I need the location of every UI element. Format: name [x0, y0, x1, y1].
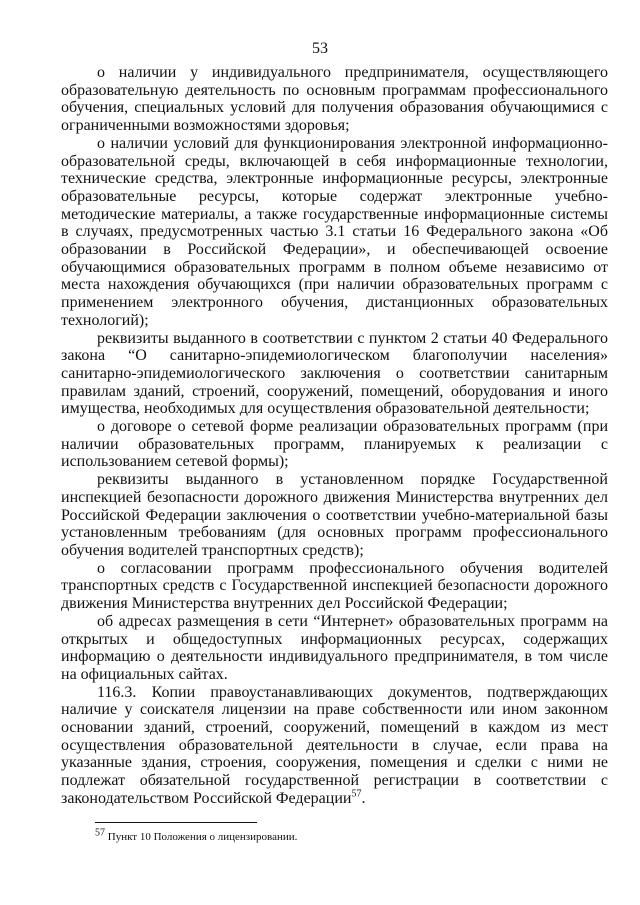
footnote [95, 827, 595, 844]
paragraph-electronic-environment: о наличии условий для функционирования электронной информационно-образовательной среды, включающей в себя информационные технологии, технические средства, электронные информационные ресурсы, электронные образовательные ресурсы, которые содержат электронные учебно-методические материалы, а также государственные информационные системы в случаях, предусмотренных частью 3.1 статьи 16 Федерального закона «Об образовании в Российской Федерации», и обеспечивающей освоение обучающимися образовательных программ в полном объеме независимо от места нахождения обучающихся (при наличии образовательных программ с применением электронного обучения, дистанционных образовательных технологий); [61, 134, 608, 329]
section-116-3-end: . [361, 789, 366, 807]
paragraph-116-3 [61, 684, 608, 808]
section-116-3-text: 116.3. Копии правоустанавливающих документов, подтверждающих наличие у соискателя лицензии на праве собственности или ином законном основании зданий, строений, сооружений, помещений в каждом из мест осуществления образовательной деятельности в случае, если права на указанные здания, строения, сооружения, помещения и сделки с ними не подлежат обязательной государственной регистрации в соответствии с законодательством Российской Федерации [61, 683, 608, 807]
paragraph-network-form: о договоре о сетевой форме реализации образовательных программ (при наличии образовательных программ, планируемых к реализации с использованием сетевой формы); [61, 418, 608, 471]
body-text [61, 64, 608, 808]
footnote-reference[interactable]: 57 [351, 788, 362, 800]
paragraph-traffic-inspection: реквизиты выданного в установленном порядке Государственной инспекцией безопасности дорожного движения Министерства внутренних дел Российской Федерации заключения о соответствии учебно-материальной базы установленным требованиям (для основных программ профессионального обучения водителей транспортных средств); [61, 471, 608, 559]
paragraph-special-conditions: о наличии у индивидуального предпринимателя, осуществляющего образовательную деятельность по основным программам профессионального обучения, специальных условий для получения образования обучающимися с ограниченными возможностями здоровья; [61, 64, 608, 135]
footnote-text: Пункт 10 Положения о лицензировании. [105, 831, 298, 843]
page-number: 53 [312, 40, 328, 57]
paragraph-driver-programs: о согласовании программ профессионального обучения водителей транспортных средств с Государственной инспекцией безопасности дорожного движения Министерства внутренних дел Российской Федерации; [61, 559, 608, 613]
footnote-divider [95, 822, 257, 823]
footnote-number: 57 [95, 827, 105, 839]
paragraph-internet-addresses: об адресах размещения в сети “Интернет» образовательных программ на открытых и общедоступных информационных ресурсах, содержащих информацию о деятельности индивидуального предпринимателя, в том числе на официальных сайтах. [61, 612, 608, 683]
paragraph-sanitary-conclusion: реквизиты выданного в соответствии с пунктом 2 статьи 40 Федерального закона “О санитарно-эпидемиологическом благополучии населения» санитарно-эпидемиологического заключения о соответствии санитарным правилам зданий, строений, сооружений, помещений, оборудования и иного имущества, необходимых для осуществления образовательной деятельности; [61, 329, 608, 418]
